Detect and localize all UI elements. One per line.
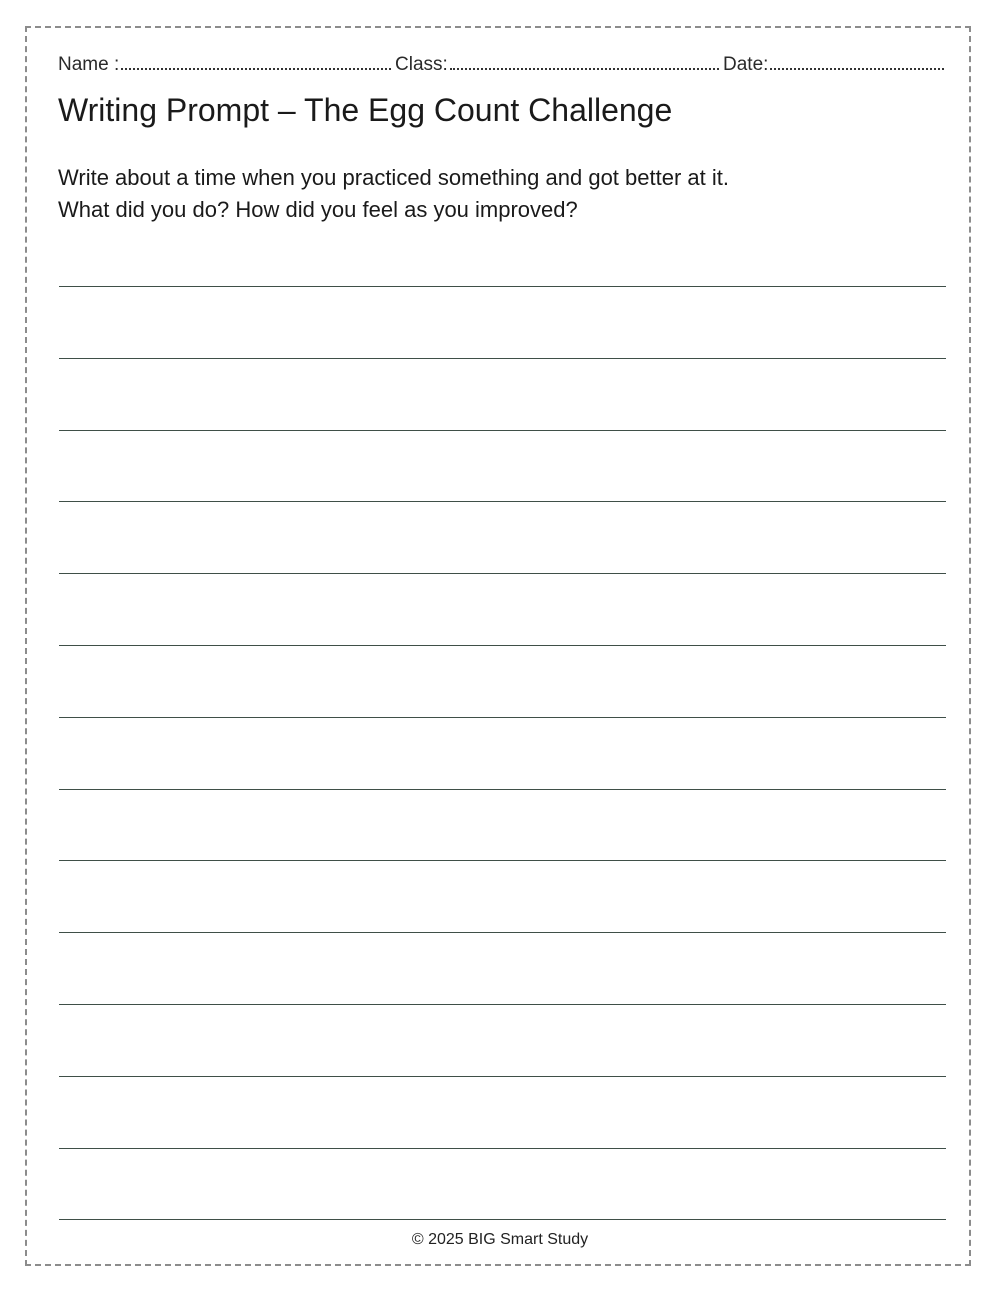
writing-line[interactable] [59, 1004, 946, 1005]
page-title: Writing Prompt – The Egg Count Challenge [58, 92, 673, 128]
writing-line[interactable] [59, 932, 946, 933]
writing-line[interactable] [59, 1148, 946, 1149]
writing-line[interactable] [59, 430, 946, 431]
copyright-footer: © 2025 BIG Smart Study [411, 1231, 589, 1248]
writing-line[interactable] [59, 1219, 946, 1220]
writing-line[interactable] [59, 286, 946, 287]
writing-line[interactable] [59, 860, 946, 861]
writing-line[interactable] [59, 573, 946, 574]
name-label: Name : [58, 54, 120, 75]
writing-line[interactable] [59, 645, 946, 646]
writing-line[interactable] [59, 1076, 946, 1077]
writing-line[interactable] [59, 789, 946, 790]
writing-line[interactable] [59, 717, 946, 718]
prompt-line-1: Write about a time when you practiced something and got better at it. [58, 165, 729, 190]
prompt-line-2: What did you do? How did you feel as you improved? [58, 197, 578, 222]
date-label: Date: [723, 54, 769, 75]
class-label: Class: [395, 54, 448, 75]
writing-lines [59, 0, 946, 1294]
writing-line[interactable] [59, 358, 946, 359]
writing-line[interactable] [59, 501, 946, 502]
